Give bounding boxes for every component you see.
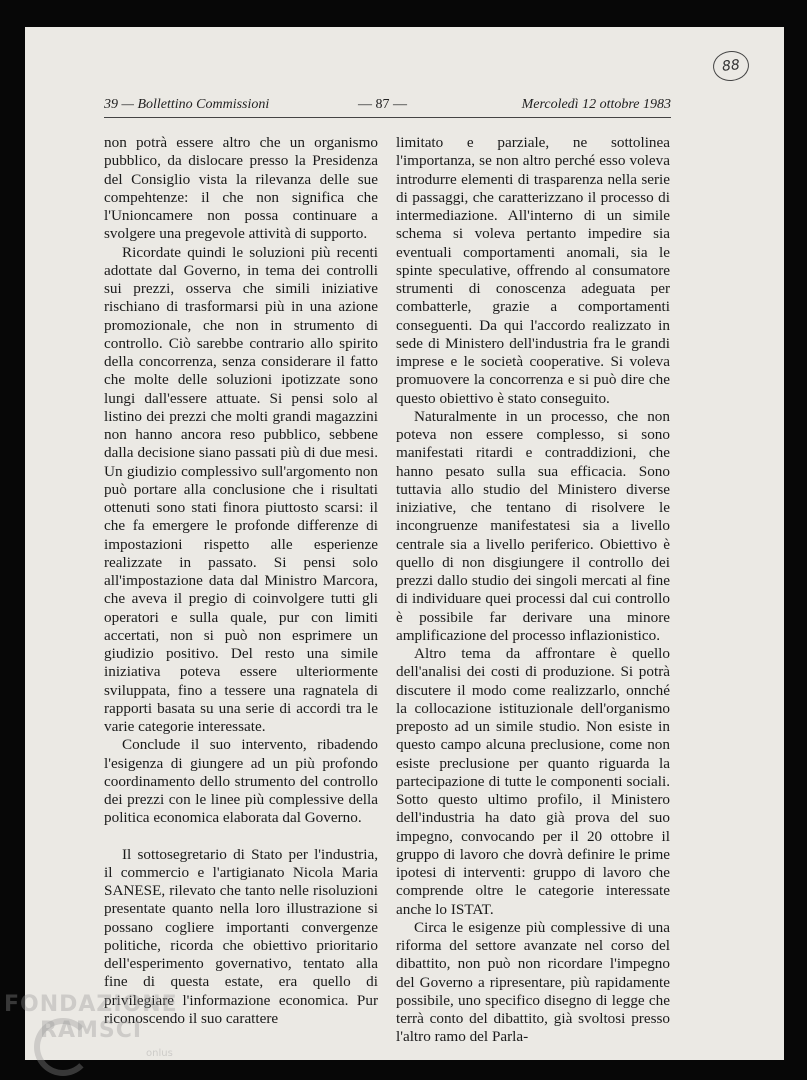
- paragraph: Ricordate quindi le soluzioni più recenti adottate dal Governo, in tema dei controlli sui prezzi, osserva che simili iniziative rischiano di trasformarsi più in una azione promozionale, che non in strumento di controllo. Ciò sarebbe contrario allo spirito della concorrenza, senza considerare il fatto che molte delle soluzioni ipotizzate sono lungi dall'essere attuate. Si pensi solo al listino dei prezzi che molti grandi magazzini non hanno ancora reso pubblico, sebbene dalla decisione siano passati più di due mesi. Un giudizio complessivo sull'argomento non può portare alla conclusione che i risultati ottenuti sono stati finora piuttosto scarsi: il che fa emergere le profonde differenze di impostazioni rispetto alle esperienze realizzate in passato. Si pensi solo all'impostazione data dal Ministro Marcora, che aveva il pregio di coinvolgere tutti gli operatori e sulla quale, pur con limiti accertati, non si può non esprimere un giudizio positivo. Del resto una simile iniziativa poteva essere ulteriormente sviluppata, fino a tessere una ragnatela di rapporti basata su una serie di accordi tra le varie categorie interessate.: [104, 243, 378, 735]
- paragraph: Altro tema da affrontare è quello dell'analisi dei costi di produzione. Si potrà discutere il modo come realizzarlo, onnché la collocazione istituzionale dell'organismo preposto ad un simile studio. Non esiste in questo campo alcuna preclusione, come non esiste preclusione per quanto riguarda la partecipazione di tutte le componenti sociali. Sotto questo ultimo profilo, il Ministero dell'industria ha dato già prova del suo impegno, convocando per il 20 ottobre il gruppo di lavoro che dovrà definire le prime ipotesi di interventi: gruppo di lavoro che comprende oltre le categorie interessate anche lo ISTAT.: [396, 645, 670, 918]
- paragraph: Il sottosegretario di Stato per l'industria, il commercio e l'artigianato Nicola Maria SANESE, rilevato che tanto nelle risoluzioni presentate quanto nella loro illustrazione si possano cogliere importanti convergenze politiche, ricorda che obiettivo prioritario dell'esperimento governativo, tentato alla fine di questa estate, era quello di privilegiare l'informazione economica. Pur riconoscendo il suo carattere: [104, 845, 378, 1027]
- document-page: [25, 27, 784, 1060]
- handwritten-page-number: 88: [712, 49, 751, 83]
- paragraph-gap: [104, 828, 378, 846]
- header-date: Mercoledì 12 ottobre 1983: [521, 97, 671, 112]
- watermark-line3: onlus: [146, 1048, 173, 1059]
- paragraph: Conclude il suo intervento, ribadendo l'esigenza di giungere ad un più profondo coordinamento dello strumento del controllo dei prezzi con le linee più complessive della politica economica elaborata dal Governo.: [104, 736, 378, 827]
- watermark-line1: FONDAZIONE: [4, 992, 178, 1017]
- header-page-number: — 87 —: [358, 97, 407, 112]
- page-header: [104, 95, 671, 118]
- fondazione-gramsci-watermark: [4, 992, 204, 1072]
- header-publication: 39 — Bollettino Commissioni: [104, 97, 270, 112]
- paragraph: non potrà essere altro che un organismo pubblico, da dislocare presso la Presidenza del Consiglio vista la rilevanza delle sue compehtenze: il che non significa che l'Unioncamere non possa continuare a svolgere una pregevole attività di supporto.: [104, 134, 378, 243]
- left-column: [104, 134, 378, 1028]
- paragraph: limitato e parziale, ne sottolinea l'importanza, se non altro perché esso voleva introdurre elementi di trasparenza nella serie di passaggi, che caratterizzano il processo di intermediazione. All'interno di un simile schema si voleva pertanto impedire sia eventuali comportamenti anomali, sia le spinte speculative, offrendo al consumatore strumenti di conoscenza adeguata per combatterle, grazie a comportamenti conseguenti. Da qui l'accordo realizzato in sede di Ministero dell'industria fra le grandi imprese e le società cooperative. Si voleva promuovere la concorrenza e si può dire che questo obiettivo è stato conseguito.: [396, 134, 670, 407]
- right-column: [396, 134, 670, 1047]
- paragraph: Circa le esigenze più complessive di una riforma del settore avanzate nel corso del dibattito, non può non ricordare l'impegno del Governo a ripresentare, più rapidamente possibile, uno specifico disegno di legge che terrà conto del dibattito, già svoltosi presso l'altro ramo del Parla-: [396, 918, 670, 1046]
- watermark-line2: RAMSCI: [40, 1018, 143, 1043]
- paragraph: Naturalmente in un processo, che non poteva non essere complesso, si sono manifestati ritardi e contraddizioni, che hanno pesato sulla sua efficacia. Sono tuttavia allo studio del Ministero diverse iniziative, che tentano di risolvere le incongruenze manifestatesi sia a livello centrale sia a livello periferico. Obiettivo è quello di non disgiungere il controllo dei prezzi dallo studio dei singoli mercati al fine di individuare quei processi dal cui controllo è possibile far derivare una minore amplificazione del processo inflazionistico.: [396, 407, 670, 644]
